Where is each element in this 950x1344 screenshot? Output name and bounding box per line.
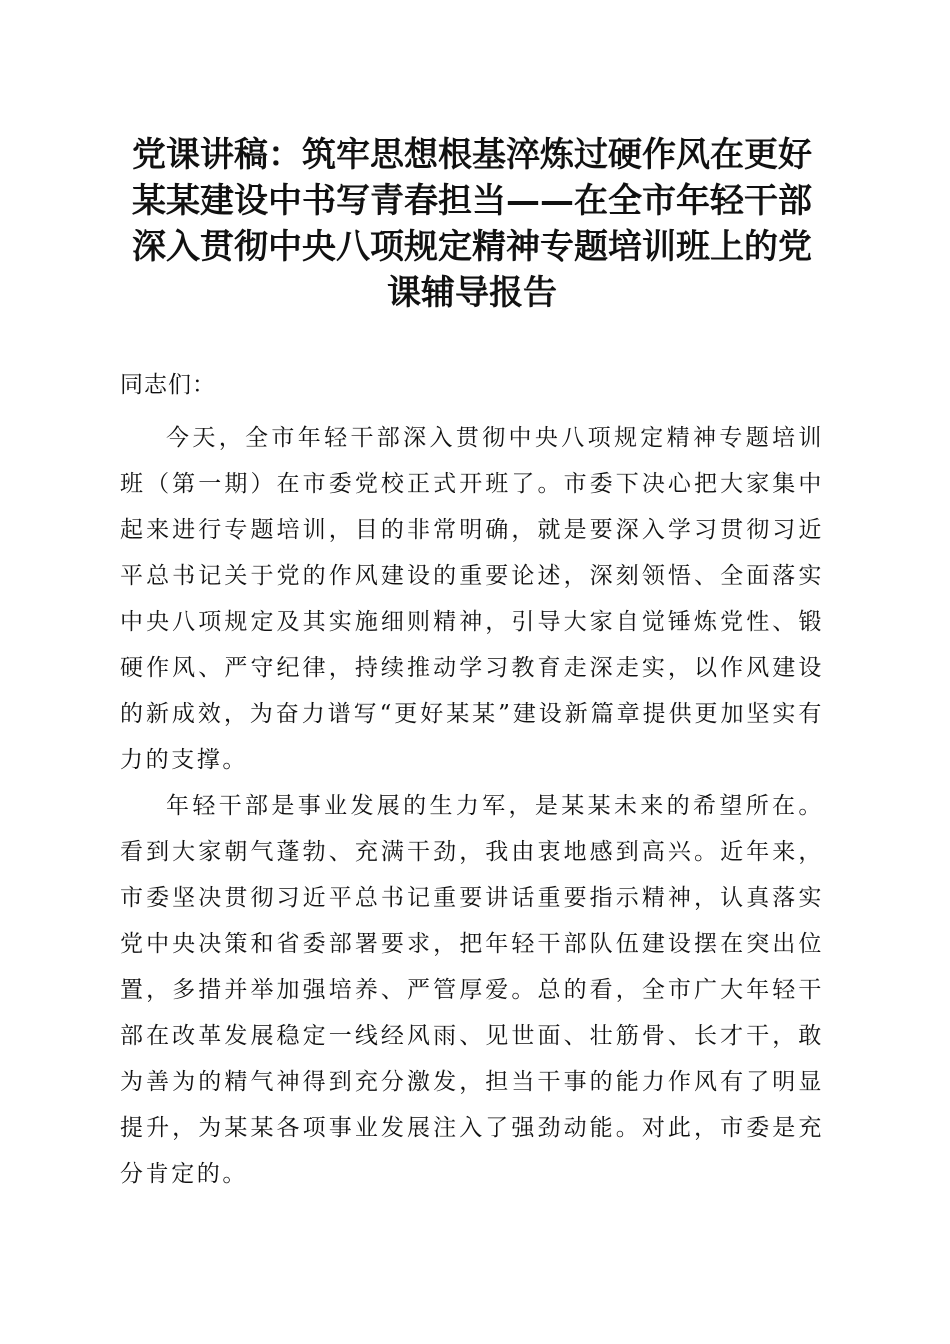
document-body	[120, 415, 824, 1197]
document-page	[120, 132, 824, 1187]
salutation: 同志们：	[120, 372, 216, 398]
body-paragraph-1: 今天，全市年轻干部深入贯彻中央八项规定精神专题培训班（第一期）在市委党校正式开班了。市委下决心把大家集中起来进行专题培训，目的非常明确，就是要深入学习贯彻习近平总书记关于党的作风建设的重要论述，深刻领悟、全面落实中央八项规定及其实施细则精神，引导大家自觉锤炼党性、锻硬作风、严守纪律，持续推动学习教育走深走实，以作风建设的新成效，为奋力谱写“更好某某”建设新篇章提供更加坚实有力的支撑。	[120, 425, 824, 773]
body-paragraph-2: 年轻干部是事业发展的生力军，是某某未来的希望所在。看到大家朝气蓬勃、充满干劲，我由衷地感到高兴。近年来，市委坚决贯彻习近平总书记重要讲话重要指示精神，认真落实党中央决策和省委部署要求，把年轻干部队伍建设摆在突出位置，多措并举加强培养、严管厚爱。总的看，全市广大年轻干部在改革发展稳定一线经风雨、见世面、壮筋骨、长才干，敢为善为的精气神得到充分激发，担当干事的能力作风有了明显提升，为某某各项事业发展注入了强劲动能。对此，市委是充分肯定的。	[120, 793, 824, 1187]
title-line-2: 某某建设中书写青春担当——在全市年轻干部	[132, 181, 812, 221]
title-line-1: 党课讲稿：筑牢思想根基淬炼过硬作风在更好	[132, 135, 812, 175]
document-title	[120, 132, 824, 316]
title-line-3: 深入贯彻中央八项规定精神专题培训班上的党	[132, 227, 812, 267]
title-line-4: 课辅导报告	[387, 273, 557, 313]
